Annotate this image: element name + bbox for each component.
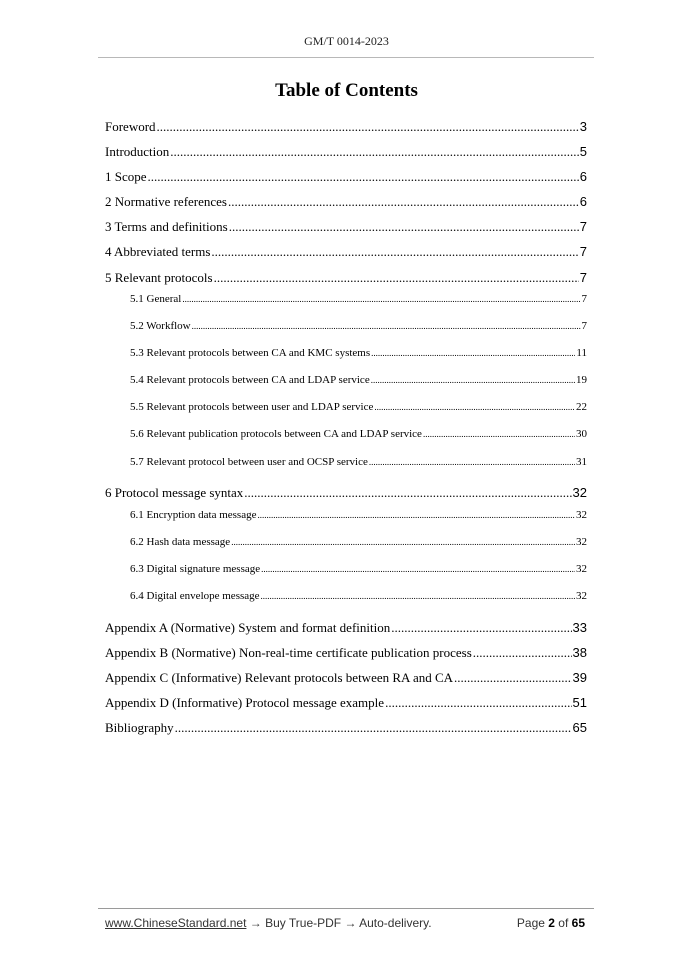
toc-entry-page: 32 bbox=[572, 485, 587, 500]
toc-leader-dots bbox=[175, 720, 572, 736]
toc-entry[interactable] bbox=[105, 219, 587, 235]
toc-leader-dots bbox=[374, 401, 575, 413]
toc-leader-dots bbox=[157, 119, 579, 135]
toc-entry-page: 6 bbox=[579, 169, 587, 184]
toc-entry-page: 33 bbox=[572, 620, 587, 635]
toc-entry-label: 2 Normative references bbox=[105, 194, 227, 209]
toc-entry[interactable] bbox=[130, 536, 587, 548]
toc-entry[interactable] bbox=[105, 144, 587, 160]
toc-entry-page: 7 bbox=[581, 320, 587, 332]
toc-entry[interactable] bbox=[105, 169, 587, 185]
toc-entry-page: 65 bbox=[572, 720, 587, 735]
toc-entry-label: Appendix B (Normative) Non-real-time certificate publication process bbox=[105, 645, 472, 660]
toc-entry-label: 6.4 Digital envelope message bbox=[130, 590, 260, 602]
page-header bbox=[0, 34, 693, 49]
toc-entry[interactable] bbox=[105, 119, 587, 135]
toc-entry[interactable] bbox=[130, 320, 587, 332]
toc-entry-page: 19 bbox=[576, 374, 587, 386]
footer-promo-text: → Buy True-PDF → Auto-delivery. bbox=[246, 916, 432, 930]
toc-entry-page: 7 bbox=[579, 219, 587, 234]
page-indicator bbox=[517, 916, 585, 930]
toc-entry[interactable] bbox=[130, 590, 587, 602]
toc-entry-label: 5.2 Workflow bbox=[130, 320, 191, 332]
toc-entry-page: 22 bbox=[576, 401, 587, 413]
toc-entry-page: 3 bbox=[579, 119, 587, 134]
page-footer bbox=[105, 916, 585, 930]
toc-leader-dots bbox=[148, 169, 579, 185]
toc-leader-dots bbox=[454, 670, 572, 686]
page-title: Table of Contents bbox=[275, 80, 418, 101]
toc-entry-label: 5.5 Relevant protocols between user and LDAP service bbox=[130, 401, 374, 413]
toc-entry-label: Bibliography bbox=[105, 720, 174, 735]
header-divider bbox=[98, 57, 594, 58]
toc-entry[interactable] bbox=[130, 347, 587, 359]
toc-entry-label: Appendix A (Normative) System and format definition bbox=[105, 620, 391, 635]
toc-entry-page: 32 bbox=[576, 590, 587, 602]
footer-site-link[interactable]: www.ChineseStandard.net bbox=[105, 916, 247, 930]
toc-entry-label: 6 Protocol message syntax bbox=[105, 485, 244, 500]
page-current: 2 bbox=[548, 916, 555, 930]
toc-leader-dots bbox=[257, 509, 575, 521]
toc-entry[interactable] bbox=[130, 563, 587, 575]
toc-entry-page: 30 bbox=[576, 428, 587, 440]
toc-entry-label: 6.2 Hash data message bbox=[130, 536, 231, 548]
toc-leader-dots bbox=[182, 293, 580, 305]
toc-entry-page: 31 bbox=[576, 456, 587, 468]
toc-entry[interactable] bbox=[105, 720, 587, 736]
toc-entry-label: 4 Abbreviated terms bbox=[105, 244, 211, 259]
toc-entry-label: 5.3 Relevant protocols between CA and KMC systems bbox=[130, 347, 371, 359]
page-of: of bbox=[554, 916, 572, 930]
toc-entry-page: 39 bbox=[572, 670, 587, 685]
toc-entry-label: 5.4 Relevant protocols between CA and LDAP service bbox=[130, 374, 370, 386]
toc-entry-label: 5.1 General bbox=[130, 293, 182, 305]
toc-entry[interactable] bbox=[105, 194, 587, 210]
toc-entry-page: 32 bbox=[576, 536, 587, 548]
toc-entry[interactable] bbox=[105, 485, 587, 501]
toc-entry[interactable] bbox=[105, 695, 587, 711]
toc-entry-page: 32 bbox=[576, 563, 587, 575]
toc-entry-label: Appendix C (Informative) Relevant protocols between RA and CA bbox=[105, 670, 454, 685]
page-total: 65 bbox=[571, 916, 585, 930]
toc-entry-page: 5 bbox=[579, 144, 587, 159]
toc-leader-dots bbox=[211, 244, 578, 260]
toc-entry-label: 6.1 Encryption data message bbox=[130, 509, 257, 521]
toc-leader-dots bbox=[371, 347, 575, 359]
toc-entry-label: 5.7 Relevant protocol between user and OCSP service bbox=[130, 456, 368, 468]
toc-entry-page: 6 bbox=[579, 194, 587, 209]
toc-entry[interactable] bbox=[105, 620, 587, 636]
toc-entry-page: 7 bbox=[581, 293, 587, 305]
toc-entry-page: 32 bbox=[576, 509, 587, 521]
toc-entry-label: Appendix D (Informative) Protocol message example bbox=[105, 695, 385, 710]
page-prefix: Page bbox=[516, 916, 549, 930]
toc-entry-page: 7 bbox=[579, 270, 587, 285]
toc-entry-label: Foreword bbox=[105, 119, 156, 134]
toc-entry[interactable] bbox=[130, 293, 587, 305]
footer-promo bbox=[105, 916, 432, 930]
toc-entry-label: 5 Relevant protocols bbox=[105, 270, 213, 285]
toc-entry-label: Introduction bbox=[105, 144, 170, 159]
toc-entry[interactable] bbox=[130, 456, 587, 468]
toc-entry-label: 6.3 Digital signature message bbox=[130, 563, 261, 575]
toc-leader-dots bbox=[231, 536, 575, 548]
toc-leader-dots bbox=[261, 563, 575, 575]
toc-leader-dots bbox=[371, 374, 575, 386]
toc-leader-dots bbox=[369, 456, 575, 468]
toc-leader-dots bbox=[192, 320, 581, 332]
standard-id: GM/T 0014-2023 bbox=[304, 34, 389, 48]
toc-entry[interactable] bbox=[105, 270, 587, 286]
toc-entry[interactable] bbox=[105, 645, 587, 661]
toc-leader-dots bbox=[423, 428, 575, 440]
toc-leader-dots bbox=[391, 620, 571, 636]
toc-leader-dots bbox=[261, 590, 575, 602]
toc-entry[interactable] bbox=[105, 670, 587, 686]
toc-entry-page: 38 bbox=[572, 645, 587, 660]
toc-leader-dots bbox=[228, 194, 579, 210]
toc-leader-dots bbox=[385, 695, 571, 711]
toc-entry[interactable] bbox=[130, 401, 587, 413]
toc-entry-label: 3 Terms and definitions bbox=[105, 219, 228, 234]
toc-leader-dots bbox=[214, 270, 579, 286]
toc-leader-dots bbox=[473, 645, 572, 661]
toc-entry-label: 5.6 Relevant publication protocols between CA and LDAP service bbox=[130, 428, 422, 440]
toc-entry-label: 1 Scope bbox=[105, 169, 147, 184]
footer-divider bbox=[98, 908, 594, 909]
toc-entry-page: 7 bbox=[579, 244, 587, 259]
toc-entry[interactable] bbox=[130, 428, 587, 440]
toc-leader-dots bbox=[244, 485, 571, 501]
toc-entry[interactable] bbox=[105, 244, 587, 260]
toc-entry[interactable] bbox=[130, 374, 587, 386]
toc-entry-page: 11 bbox=[576, 347, 587, 359]
toc-entry[interactable] bbox=[130, 509, 587, 521]
toc-entry-page: 51 bbox=[572, 695, 587, 710]
toc-leader-dots bbox=[170, 144, 579, 160]
toc-leader-dots bbox=[229, 219, 579, 235]
